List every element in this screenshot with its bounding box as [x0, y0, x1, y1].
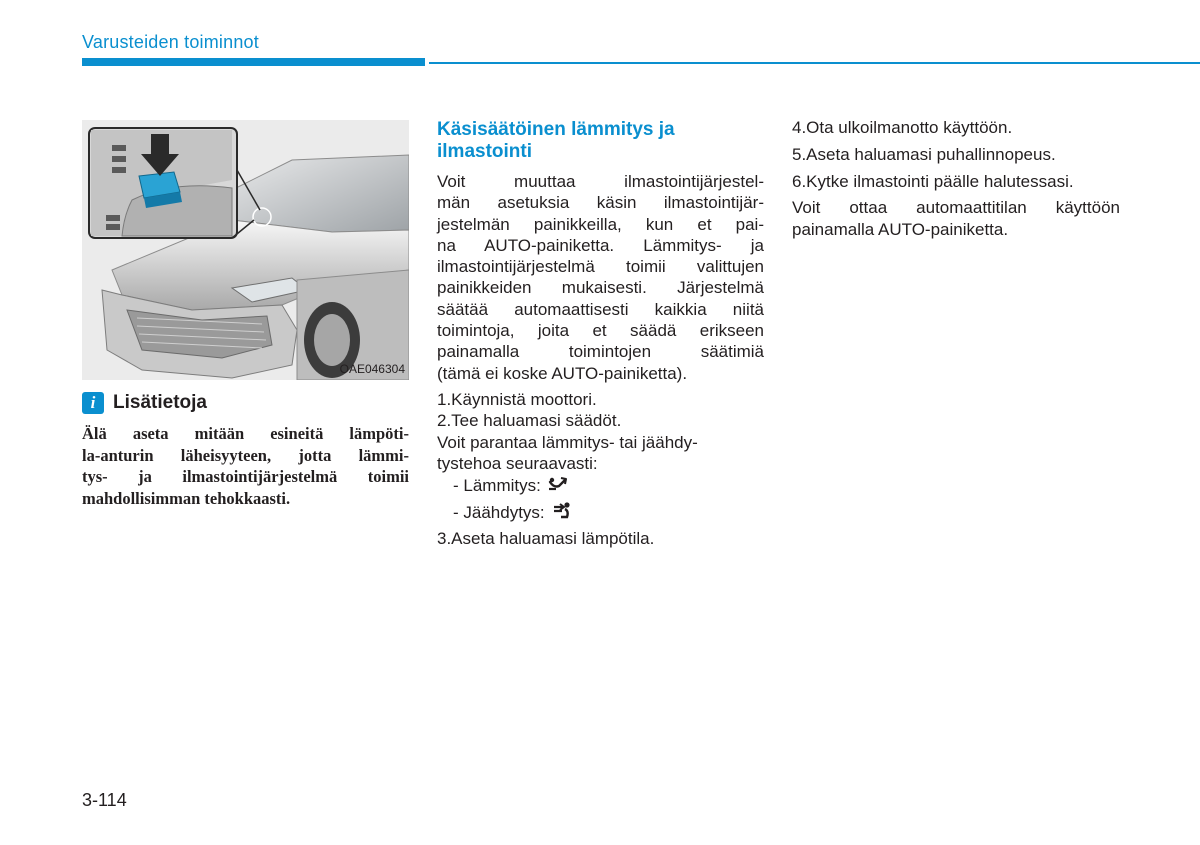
step-1: 1.Käynnistä moottori.: [437, 389, 597, 409]
page-number: 3-114: [82, 790, 127, 810]
header-accent-bar: [82, 58, 425, 66]
step-2: 2.Tee haluamasi säädöt.: [437, 411, 622, 431]
intro-line: na AUTO-painiketta. Lämmitys- ja: [437, 235, 764, 255]
info-icon: i: [82, 392, 104, 414]
car-illustration-svg: [82, 120, 409, 380]
cooling-mode-line: [453, 501, 764, 523]
manual-climate-heading: Käsisäätöinen lämmitys ja ilmastointi: [437, 119, 675, 162]
info-note-title: Lisätietoja: [113, 392, 207, 413]
step-3: 3.Aseta haluamasi lämpötila.: [437, 529, 655, 549]
heating-label: - Lämmitys:: [453, 475, 541, 495]
step-2-note: [437, 432, 764, 475]
step-2-note-line: Voit parantaa lämmitys- tai jäähdy-: [437, 432, 698, 452]
info-note-text: [82, 423, 409, 509]
steps-continued: [792, 117, 1120, 245]
intro-line: toimintoja, joita et säädä erikseen: [437, 321, 764, 341]
auto-mode-note: [792, 197, 1120, 240]
step-2-note-line: tystehoa seuraavasti:: [437, 453, 598, 473]
intro-line: painamalla toimintojen säätimiä: [437, 342, 764, 362]
intro-line: ilmastointijärjestelmä toimii valittujen: [437, 257, 764, 277]
cooling-label: - Jäähdytys:: [453, 502, 545, 522]
header-rule: [429, 62, 1200, 64]
floor-and-defrost-airflow-icon: [547, 474, 569, 497]
step-5: 5.Aseta haluamasi puhallinnopeus.: [792, 144, 1056, 164]
intro-line: jestelmän painikkeilla, kun et pai-: [437, 214, 764, 234]
intro-line: säätää automaattisesti kaikkia niitä: [437, 299, 764, 319]
face-airflow-icon: [551, 501, 573, 524]
info-line: Älä aseta mitään esineitä lämpöti-: [82, 424, 409, 443]
intro-line: (tämä ei koske AUTO-painiketta).: [437, 363, 688, 383]
info-line: la-anturin läheisyyteen, jotta lämmi-: [82, 445, 409, 465]
info-note-heading: [82, 391, 207, 415]
info-line: mahdollisimman tehokkaasti.: [82, 488, 291, 508]
car-sensor-illustration: [82, 120, 409, 380]
step-6: 6.Kytke ilmastointi päälle halutessasi.: [792, 171, 1074, 191]
intro-line: painikkeiden mukaisesti. Järjestelmä: [437, 278, 764, 298]
section-header-title: Varusteiden toiminnot: [82, 32, 259, 52]
manual-climate-body: [437, 171, 764, 549]
step-4: 4.Ota ulkoilmanotto käyttöön.: [792, 118, 1013, 137]
intro-line: män asetuksia käsin ilmastointijär-: [437, 193, 764, 213]
intro-line: Voit muuttaa ilmastointijärjestel-: [437, 172, 764, 191]
intro-paragraph: [437, 171, 764, 384]
auto-note-line: Voit ottaa automaattitilan käyttöön: [792, 198, 1120, 218]
info-line: tys- ja ilmastointijärjestelmä toimii: [82, 467, 409, 486]
figure-code: OAE046304: [339, 362, 405, 376]
auto-note-line: painamalla AUTO-painiketta.: [792, 219, 1009, 239]
heating-mode-line: [453, 474, 764, 496]
